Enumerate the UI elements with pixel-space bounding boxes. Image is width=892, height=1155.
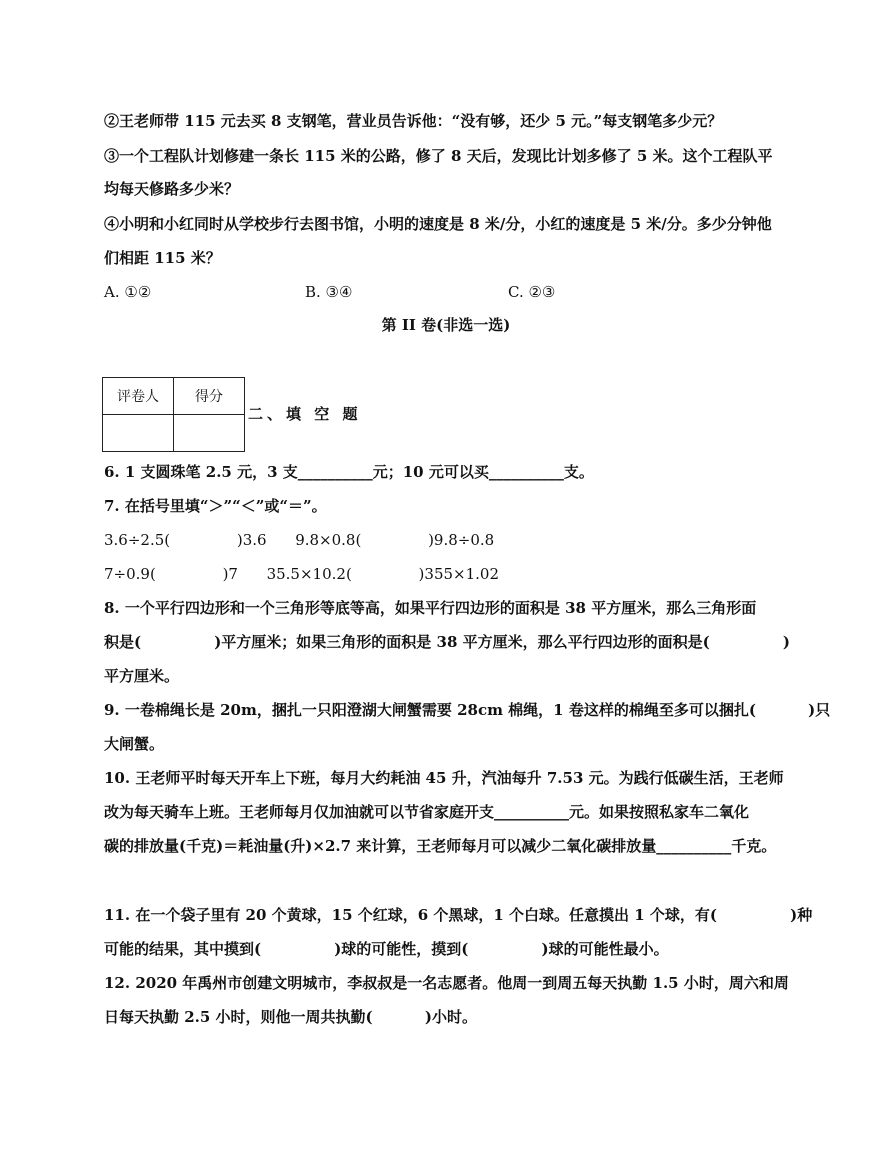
part-title: 二、填 空 题 — [248, 405, 362, 423]
question-10-line-2: 改为每天骑车上班。王老师每月仅加油就可以节省家庭开支__________元。如果按照私家车二氧化 — [104, 803, 750, 821]
question-8-line-2: 积是( )平方厘米；如果三角形的面积是 38 平方厘米，那么平行四边形的面积是( ) — [104, 633, 790, 651]
question-11-line-1: 11. 在一个袋子里有 20 个黄球，15 个红球，6 个黑球，1 个白球。任意摸出 1 个球，有( )种 — [104, 906, 813, 924]
score-table-reviewer-header: 评卷人 — [103, 378, 174, 415]
question-9-line-1: 9. 一卷棉绳长是 20m，捆扎一只阳澄湖大闸蟹需要 28cm 棉绳，1 卷这样的棉绳至多可以捆扎( )只 — [104, 701, 831, 719]
question-5-option-4-line-1: ④小明和小红同时从学校步行去图书馆，小明的速度是 8 米/分，小红的速度是 5 米/分。多少分钟他 — [104, 215, 772, 233]
question-10-line-3: 碳的排放量(千克)＝耗油量(升)×2.7 来计算，王老师每月可以减少二氧化碳排放量__________千克。 — [104, 837, 777, 855]
choice-a: A. ①② — [104, 283, 152, 301]
question-5-option-3-line-2: 均每天修路多少米？ — [104, 180, 240, 198]
choice-b: B. ③④ — [305, 283, 353, 301]
question-5-option-4-line-2: 们相距 115 米？ — [104, 249, 221, 267]
question-7-row-1: 3.6÷2.5( )3.6 9.8×0.8( )9.8÷0.8 — [104, 531, 495, 549]
question-6: 6. 1 支圆珠笔 2.5 元，3 支__________元；10 元可以买__________支。 — [104, 463, 594, 481]
question-8-line-1: 8. 一个平行四边形和一个三角形等底等高，如果平行四边形的面积是 38 平方厘米，那么三角形面 — [104, 599, 757, 617]
question-11-line-2: 可能的结果，其中摸到( )球的可能性，摸到( )球的可能性最小。 — [104, 940, 669, 958]
question-10-line-1: 10. 王老师平时每天开车上下班，每月大约耗油 45 升，汽油每升 7.53 元。为践行低碳生活，王老师 — [104, 769, 784, 787]
section-title: 第 II 卷(非选一选) — [381, 316, 511, 334]
choice-c: C. ②③ — [508, 283, 556, 301]
question-9-line-2: 大闸蟹。 — [104, 735, 165, 753]
question-5-option-2: ②王老师带 115 元去买 8 支钢笔，营业员告诉他：“没有够，还少 5 元。”每支钢笔多少元？ — [104, 112, 723, 130]
question-7-row-2: 7÷0.9( )7 35.5×10.2( )355×1.02 — [104, 565, 499, 583]
question-5-option-3-line-1: ③一个工程队计划修建一条长 115 米的公路，修了 8 天后，发现比计划多修了 5 米。这个工程队平 — [104, 147, 773, 165]
score-table — [102, 377, 245, 452]
question-7: 7. 在括号里填“＞”“＜”或“＝”。 — [104, 497, 327, 515]
score-table-score-header: 得分 — [174, 378, 245, 415]
score-table-score-cell — [174, 415, 245, 452]
question-12-line-2: 日每天执勤 2.5 小时，则他一周共执勤( )小时。 — [104, 1008, 477, 1026]
question-8-line-3: 平方厘米。 — [104, 667, 180, 685]
question-12-line-1: 12. 2020 年禹州市创建文明城市，李叔叔是一名志愿者。他周一到周五每天执勤 1.5 小时，周六和周 — [104, 974, 789, 992]
score-table-reviewer-cell — [103, 415, 174, 452]
